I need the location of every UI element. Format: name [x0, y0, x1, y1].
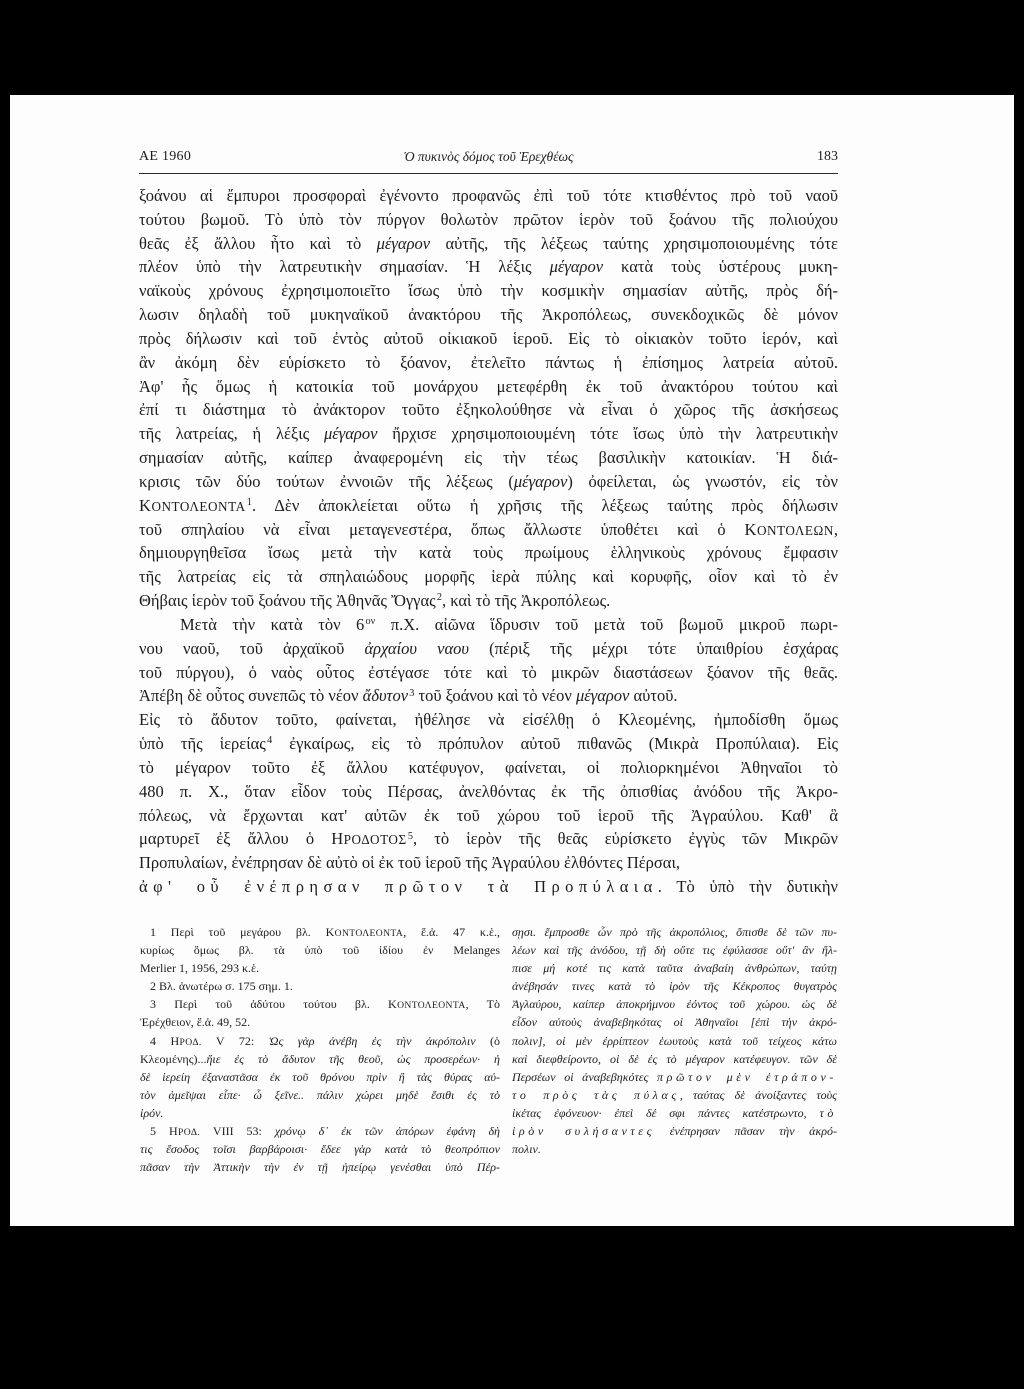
body-line: [139, 613, 838, 637]
text-run: θεᾶς ἐξ ἄλλου ἦτο καὶ τὸ: [139, 233, 377, 253]
footnote-line: [140, 923, 500, 941]
text-run: 2 Βλ. ἀνωτέρω σ. 175 σημ. 1.: [150, 979, 293, 994]
body-line: [139, 470, 838, 494]
body-line: [139, 827, 838, 851]
running-title: Ὁ πυκινὸς δόμος τοῦ Ἐρεχθέως: [403, 149, 574, 164]
body-line: [139, 637, 838, 661]
text-run: πλέον ὑπὸ τὴν λατρευτικὴν σημασίαν. Ἡ λέξις: [139, 257, 550, 277]
text-run: , καὶ τὸ τῆς Ἀκροπόλεως.: [441, 591, 611, 611]
text-run: αὐτοῦ.: [629, 686, 678, 706]
text-run: Κλεομένης)...: [140, 1051, 207, 1066]
text-run: αὐτῆς, τῆς λέξεως ταύτης χρησιμοποιουμένης τότε: [430, 233, 838, 253]
text-run: ὑπὸ τῆς ἱερείας: [139, 734, 266, 754]
scanned-page: [10, 95, 1014, 1226]
text-run: τὸ μέγαρον τοῦτο ἐξ ἄλλου κατέφυγον, φαίνεται, οἱ πολιορκημένοι Ἀθηναῖοι τὸ: [139, 757, 838, 777]
body-line: [139, 279, 838, 303]
text-run: ) ὀφείλεται, ὡς γνωστόν, εἰς τὸν: [567, 471, 838, 491]
italic-run: Ἀγλαύρου, καίπερ ἀποκρήμνου ἐόντος τοῦ χώρου. ὡς δὲ: [512, 997, 837, 1012]
italic-run: ἱκέτας ἐφόνευον· ἐπεὶ δέ σφι πάντες κατέστρωντο,: [512, 1105, 820, 1120]
footnote-line: [512, 995, 837, 1013]
italic-run: μέγαρον: [575, 686, 630, 706]
footnote-line: [512, 923, 837, 941]
text-run: σημασίαν αὐτῆς, καίπερ ἀναφερομένη εἰς τὴν τέως βασιλικὴν κατοικίαν. Ἡ διά-: [139, 448, 838, 468]
italic-run: πολιν.: [512, 1142, 541, 1157]
footnote-line: [140, 1068, 500, 1086]
italic-run: πολιν], οἱ μὲν ἐρρίπτεον ἑωυτοὺς κατὰ τοῦ τείχεος κάτω: [512, 1033, 837, 1048]
italic-run: λέων καὶ τῆς ἀνόδου, τῇ δὴ οὔτε τις ἐφύλασσε οὔτ' ἂν ἤλ-: [512, 943, 837, 958]
italic-run: , ταύτας δὲ ἀνοίξαντες τοὺς: [679, 1087, 837, 1102]
text-run: ναϊκοὺς χρόνους ἐχρησιμοποιεῖτο ἴσως ὑπὸ τὴν κοσμικὴν σημασίαν αὐτῆς, πρὸς δή-: [139, 281, 838, 301]
body-line: [139, 375, 838, 399]
text-run: τοῦ ξοάνου καὶ τὸ νέον: [414, 686, 576, 706]
text-run: . Τὸ ὑπὸ τὴν δυτικὴν: [657, 877, 838, 897]
italic-run: χρόνῳ δ᾽ ἐκ τῶν ἀπόρων ἐφάνη δὴ: [274, 1124, 500, 1139]
body-line: [139, 398, 838, 422]
text-run: 4: [150, 1033, 171, 1048]
italic-run: καὶ διεφθείροντο, οἱ δὲ ἐς τὸ μέγαρον κατέφευγον. τῶν δὲ: [512, 1051, 837, 1066]
text-run: τοῦ πύργου), ὁ ναὸς οὗτος ἐστέγασε τότε καὶ τὸ μικρῶν διαστάσεων ξόανον τῆς θεᾶς.: [139, 662, 838, 682]
body-line: [139, 303, 838, 327]
body-line: [139, 184, 838, 208]
body-line: [139, 422, 838, 446]
text-run: Μετὰ τὴν κατὰ τὸν 6: [180, 614, 365, 634]
footnote-line: [512, 1050, 837, 1068]
footnote-line: [140, 1140, 500, 1158]
body-line: [139, 804, 838, 828]
footnote-line: [512, 1068, 837, 1086]
italic-run: ἤιε ἐς τὸ ἄδυτον τῆς θεοῦ, ὡς προσερέων· ἡ: [206, 1051, 500, 1066]
text-run: κυρίως ὅμως βλ. τὰ ὑπὸ τοῦ ἰδίου ἐν Melanges: [140, 943, 500, 958]
body-line: [139, 232, 838, 256]
footnote-line: [512, 1032, 837, 1050]
italic-run: δὲ ἱερείη ἐξαναστᾶσα ἐκ τοῦ θρόνου πρὶν ἢ τὰς θύρας αὐ-: [140, 1069, 500, 1084]
text-run: ,: [833, 519, 838, 539]
text-run: Ἀπέβη δὲ οὗτος συνεπῶς τὸ νέον: [139, 686, 363, 706]
body-line: [139, 255, 838, 279]
text-run: Προπυλαίων, ἐνέπρησαν δὲ αὐτὸ οἱ ἐκ τοῦ ἱεροῦ τῆς Ἀγραύλου ἐλθόντες Πέρσαι,: [139, 853, 681, 873]
footnote-reference: 2: [436, 592, 442, 604]
footnote-line: [512, 977, 837, 995]
italic-run: ἐνέπρησαν πᾶσαν τὴν ἀκρό-: [655, 1124, 837, 1139]
small-caps-name: ΚΟΝΤΟΛΕΟΝΤΑ: [388, 997, 466, 1012]
running-header: [139, 147, 838, 167]
text-run: λωσιν δηλαδὴ τοῦ μυκηναϊκοῦ ἀνακτόρου τῆς Ἀκροπόλεως, συνεκδοχικῶς δὲ μόνον: [139, 305, 838, 325]
body-line: [139, 589, 838, 613]
text-run: Ἐρέχθειον, ἔ.ἀ. 49, 52.: [140, 1015, 251, 1030]
body-line: [139, 756, 838, 780]
text-run: κρισις τῶν δύο τούτων ἐννοιῶν τῆς λέξεως (: [139, 471, 514, 491]
italic-run: ἄδυτον: [362, 686, 409, 706]
text-run: ξοάνου αἱ ἔμπυροι προσφοραὶ ἐγένοντο προφανῶς ἐπὶ τοῦ τότε κτισθέντος πρὸ τοῦ ναοῦ: [139, 186, 838, 205]
italic-run: ἱρόν.: [140, 1105, 164, 1120]
small-caps-name: ΚΟΝΤΟΛΕΟΝΤΑ: [139, 495, 246, 515]
footnote-line: [140, 959, 500, 977]
italic-run: τις ἔσοδος τοῖσι βαρβάροισι· ἔδεε γὰρ κατὰ τὸ θεοπρόπιον: [140, 1142, 500, 1157]
footnote-line: [512, 1140, 837, 1158]
footnote-line: [512, 1013, 837, 1031]
footnote-reference: ον: [365, 616, 376, 628]
header-rule: [139, 173, 838, 174]
text-run: π.Χ. αἰῶνα ἵδρυσιν τοῦ μετὰ τοῦ βωμοῦ μικροῦ πωρι-: [375, 614, 838, 634]
spaced-emphasis-run: ἀφ' οὗ ἐνέπρησαν πρῶτον τὰ Προπύλαια: [139, 877, 658, 897]
text-run: κατὰ τοὺς ὑστέρους μυκη-: [603, 257, 838, 277]
footnote-line: [140, 995, 500, 1013]
journal-volume: ΑΕ 1960: [139, 149, 192, 164]
body-line: [139, 851, 838, 875]
footnote-line: [140, 1050, 500, 1068]
body-line: [139, 732, 838, 756]
italic-run: ἀρχαίου ναου: [364, 638, 469, 658]
text-run: VIII 53:: [200, 1124, 275, 1139]
footnote-line: [140, 941, 500, 959]
body-line: [139, 494, 838, 518]
text-run: Εἰς τὸ ἄδυτον τοῦτο, φαίνεται, ἠθέλησε νὰ εἰσέλθῃ ὁ Κλεομένης, ἠμποδίσθη ὅμως: [139, 710, 838, 730]
italic-run: μέγαρον: [376, 233, 431, 253]
text-run: , ἔ.ἀ. 47 κ.ἑ.,: [403, 925, 500, 939]
text-run: ἂν ἀκόμη δὲν εὑρίσκετο τὸ ξόανον, ἐτελεῖτο πάντως ἡ ἐπίσημος λατρεία αὐτοῦ.: [139, 352, 838, 372]
body-line: [139, 565, 838, 589]
text-run: πόλεως, νὰ ἔρχωνται κατ' αὐτῶν ἐκ τοῦ χώρου τοῦ ἱεροῦ τῆς Ἀγραύλου. Καθ' ἃ: [139, 805, 838, 825]
small-caps-name: ΗΡΟΔΟΤΟΣ: [331, 829, 407, 849]
footnote-line: [140, 1158, 500, 1176]
text-run: πρὸς δήλωσιν καὶ τοῦ ἐντὸς αὐτοῦ οἰκιακοῦ ἱεροῦ. Εἰς τὸ οἰκιακὸν τοῦτο ἱερόν, καὶ: [139, 328, 838, 348]
footnote-line: [140, 1104, 500, 1122]
spaced-emphasis-run: το πρὸς τὰς πύλας: [512, 1087, 680, 1102]
italic-run: εἶδον αὐτοὺς ἀναβεβηκότας οἱ Ἀθηναῖοι [ἐπὶ τὴν ἀκρό-: [512, 1015, 837, 1030]
footnote-line: [512, 1086, 837, 1104]
text-run: τῆς λατρείας, ἡ λέξις: [139, 424, 324, 444]
italic-run: μέγαρον: [513, 471, 568, 491]
footnote-line: [140, 1032, 500, 1050]
footnote-line: [140, 977, 500, 995]
text-run: 1 Περὶ τοῦ μεγάρου βλ.: [150, 925, 326, 939]
text-run: τούτου βωμοῦ. Τὸ ὑπὸ τὸν πύργον θολωτὸν πρῶτον ἱερὸν τοῦ ξοάνου τῆς πολιούχου: [139, 209, 838, 229]
small-caps-name: ΗΡΟΔ.: [170, 1033, 202, 1048]
text-run: ἐπί τι διάστημα τὸ ἀνάκτορον τοῦτο ἐξηκολούθησε νὰ εἶναι ὁ χῶρος τῆς ἀσκήσεως: [139, 400, 838, 420]
small-caps-name: ΗΡΟΔ.: [168, 1124, 201, 1139]
footnotes-left-column: [140, 923, 500, 1176]
body-line: [139, 684, 838, 708]
text-run: 5: [150, 1124, 169, 1139]
footnote-line: [140, 1013, 500, 1031]
body-line: [139, 446, 838, 470]
footnote-line: [512, 1122, 837, 1140]
text-run: ἐγκαίρως, εἰς τὸ πρόπυλον αὐτοῦ πιθανῶς (Μικρὰ Προπύλαια). Εἰς: [272, 734, 838, 754]
text-run: μαρτυρεῖ ἐξ ἄλλου ὁ: [139, 829, 332, 849]
italic-run: Περσέων οἱ ἀναβεβηκότες: [512, 1069, 657, 1084]
body-line: [139, 208, 838, 232]
text-run: τῆς λατρείας εἰς τὰ σπηλαιώδους μορφῆς ἱερὰ πύλης καὶ κορυφῆς, οἷον καὶ τὸ ἐν: [139, 567, 838, 587]
italic-run: Ὡς γὰρ ἀνέβη ἐς τὴν ἀκρόπολιν: [268, 1033, 476, 1048]
italic-run: ἀνέβησάν τινες κατὰ τὸ ἱρὸν τῆς Κέκροπος θυγατρὸς: [512, 979, 837, 994]
text-run: τοῦ σπηλαίου νὰ εἶναι μεταγενεστέρα, ὅπως ἄλλωστε ὑποθέτει καὶ ὁ: [139, 519, 745, 539]
italic-run: πᾶσαν τὴν Ἀττικὴν τὴν ἐν τῇ ἠπείρῳ γενέσθαι ὑπὸ Πέρ-: [140, 1160, 500, 1175]
body-line: [139, 661, 838, 685]
text-run: Merlier 1, 1956, 293 κ.ἑ.: [140, 961, 260, 976]
footnote-line: [512, 941, 837, 959]
body-line: [139, 708, 838, 732]
spaced-emphasis-run: τὸ: [819, 1105, 837, 1120]
italic-run: μέγαρον: [323, 424, 378, 444]
text-run: (πέριξ τῆς μέχρι τότε ὑπαιθρίου ἐσχάρας: [468, 638, 838, 658]
body-line: [139, 518, 838, 542]
text-run: δημιουργηθεῖσα ἴσως μετὰ τὴν κατὰ τοὺς πρωίμους ἑλληνικοὺς χρόνους ἔμφασιν: [139, 543, 838, 563]
italic-run: πισε μή κοτέ τις κατὰ ταῦτα ἀναβαίη ἀνθρώπων, ταύτῃ: [512, 961, 837, 976]
spaced-emphasis-run: ἱρὸν συλήσαντες: [512, 1124, 656, 1139]
text-run: Ἀφ' ἧς ὅμως ἡ κατοικία τοῦ μονάρχου μετεφέρθη ἐκ τοῦ ἀνακτόρου τούτου καὶ: [139, 376, 838, 396]
page-number: 183: [817, 149, 838, 164]
footnote-reference: 1: [246, 497, 253, 509]
footnote-reference: 3: [409, 687, 415, 699]
text-run: 480 π. Χ., ὅταν εἶδον τοὺς Πέρσας, ἀνελθόντας ἐκ τῆς ὀπισθίας ἀνόδου τῆς Ἀκρο-: [139, 781, 838, 801]
footnote-line: [140, 1122, 500, 1140]
text-run: ἤρχισε χρησιμοποιουμένη τότε ἴσως ὑπὸ τὴν λατρευτικὴν: [377, 424, 838, 444]
text-run: V 72:: [201, 1033, 269, 1048]
footnotes-right-column: [512, 923, 837, 1158]
body-line: [139, 541, 838, 565]
text-run: νου ναοῦ, τοῦ ἀρχαϊκοῦ: [139, 638, 365, 658]
text-run: , Τὸ: [465, 997, 500, 1012]
body-text: [139, 184, 838, 899]
body-line: [139, 780, 838, 804]
italic-run: σῃσι. ἔμπροσθε ὦν πρὸ τῆς ἀκροπόλιος, ὄπισθε δὲ τῶν πυ-: [512, 925, 837, 939]
small-caps-name: ΚΟΝΤΟΛΕΟΝΤΑ: [325, 925, 404, 939]
text-run: Θήβαις ἱερὸν τοῦ ξοάνου τῆς Ἀθηνᾶς Ὄγγας: [139, 591, 436, 611]
italic-run: τὸν ἀμεῖψαι εἶπε· ὦ ξεῖνε.. πάλιν χώρει μηδὲ ἔσιθι ἐς τὸ: [140, 1087, 500, 1102]
body-line: [139, 327, 838, 351]
small-caps-name: ΚΟΝΤΟΛΕΩΝ: [744, 519, 834, 539]
text-run: , τὸ ἱερὸν τῆς θεᾶς εὑρίσκετο ἐγγὺς τῶν Μικρῶν: [413, 829, 838, 849]
text-run: . Δὲν ἀποκλείεται οὕτω ἡ χρῆσις τῆς λέξεως ταύτης πρὸς δήλωσιν: [252, 495, 838, 515]
body-line: [139, 875, 838, 899]
body-line: [139, 351, 838, 375]
italic-run: μέγαρον: [549, 257, 604, 277]
spaced-emphasis-run: πρῶτον μὲν ἐτράπον-: [657, 1069, 837, 1084]
footnote-reference: 4: [267, 735, 273, 747]
footnote-line: [512, 959, 837, 977]
footnote-line: [140, 1086, 500, 1104]
text-run: (ὁ: [475, 1033, 500, 1048]
text-run: 3 Περὶ τοῦ ἀδύτου τούτου βλ.: [150, 997, 389, 1012]
footnote-line: [512, 1104, 837, 1122]
footnote-reference: 5: [407, 830, 413, 842]
